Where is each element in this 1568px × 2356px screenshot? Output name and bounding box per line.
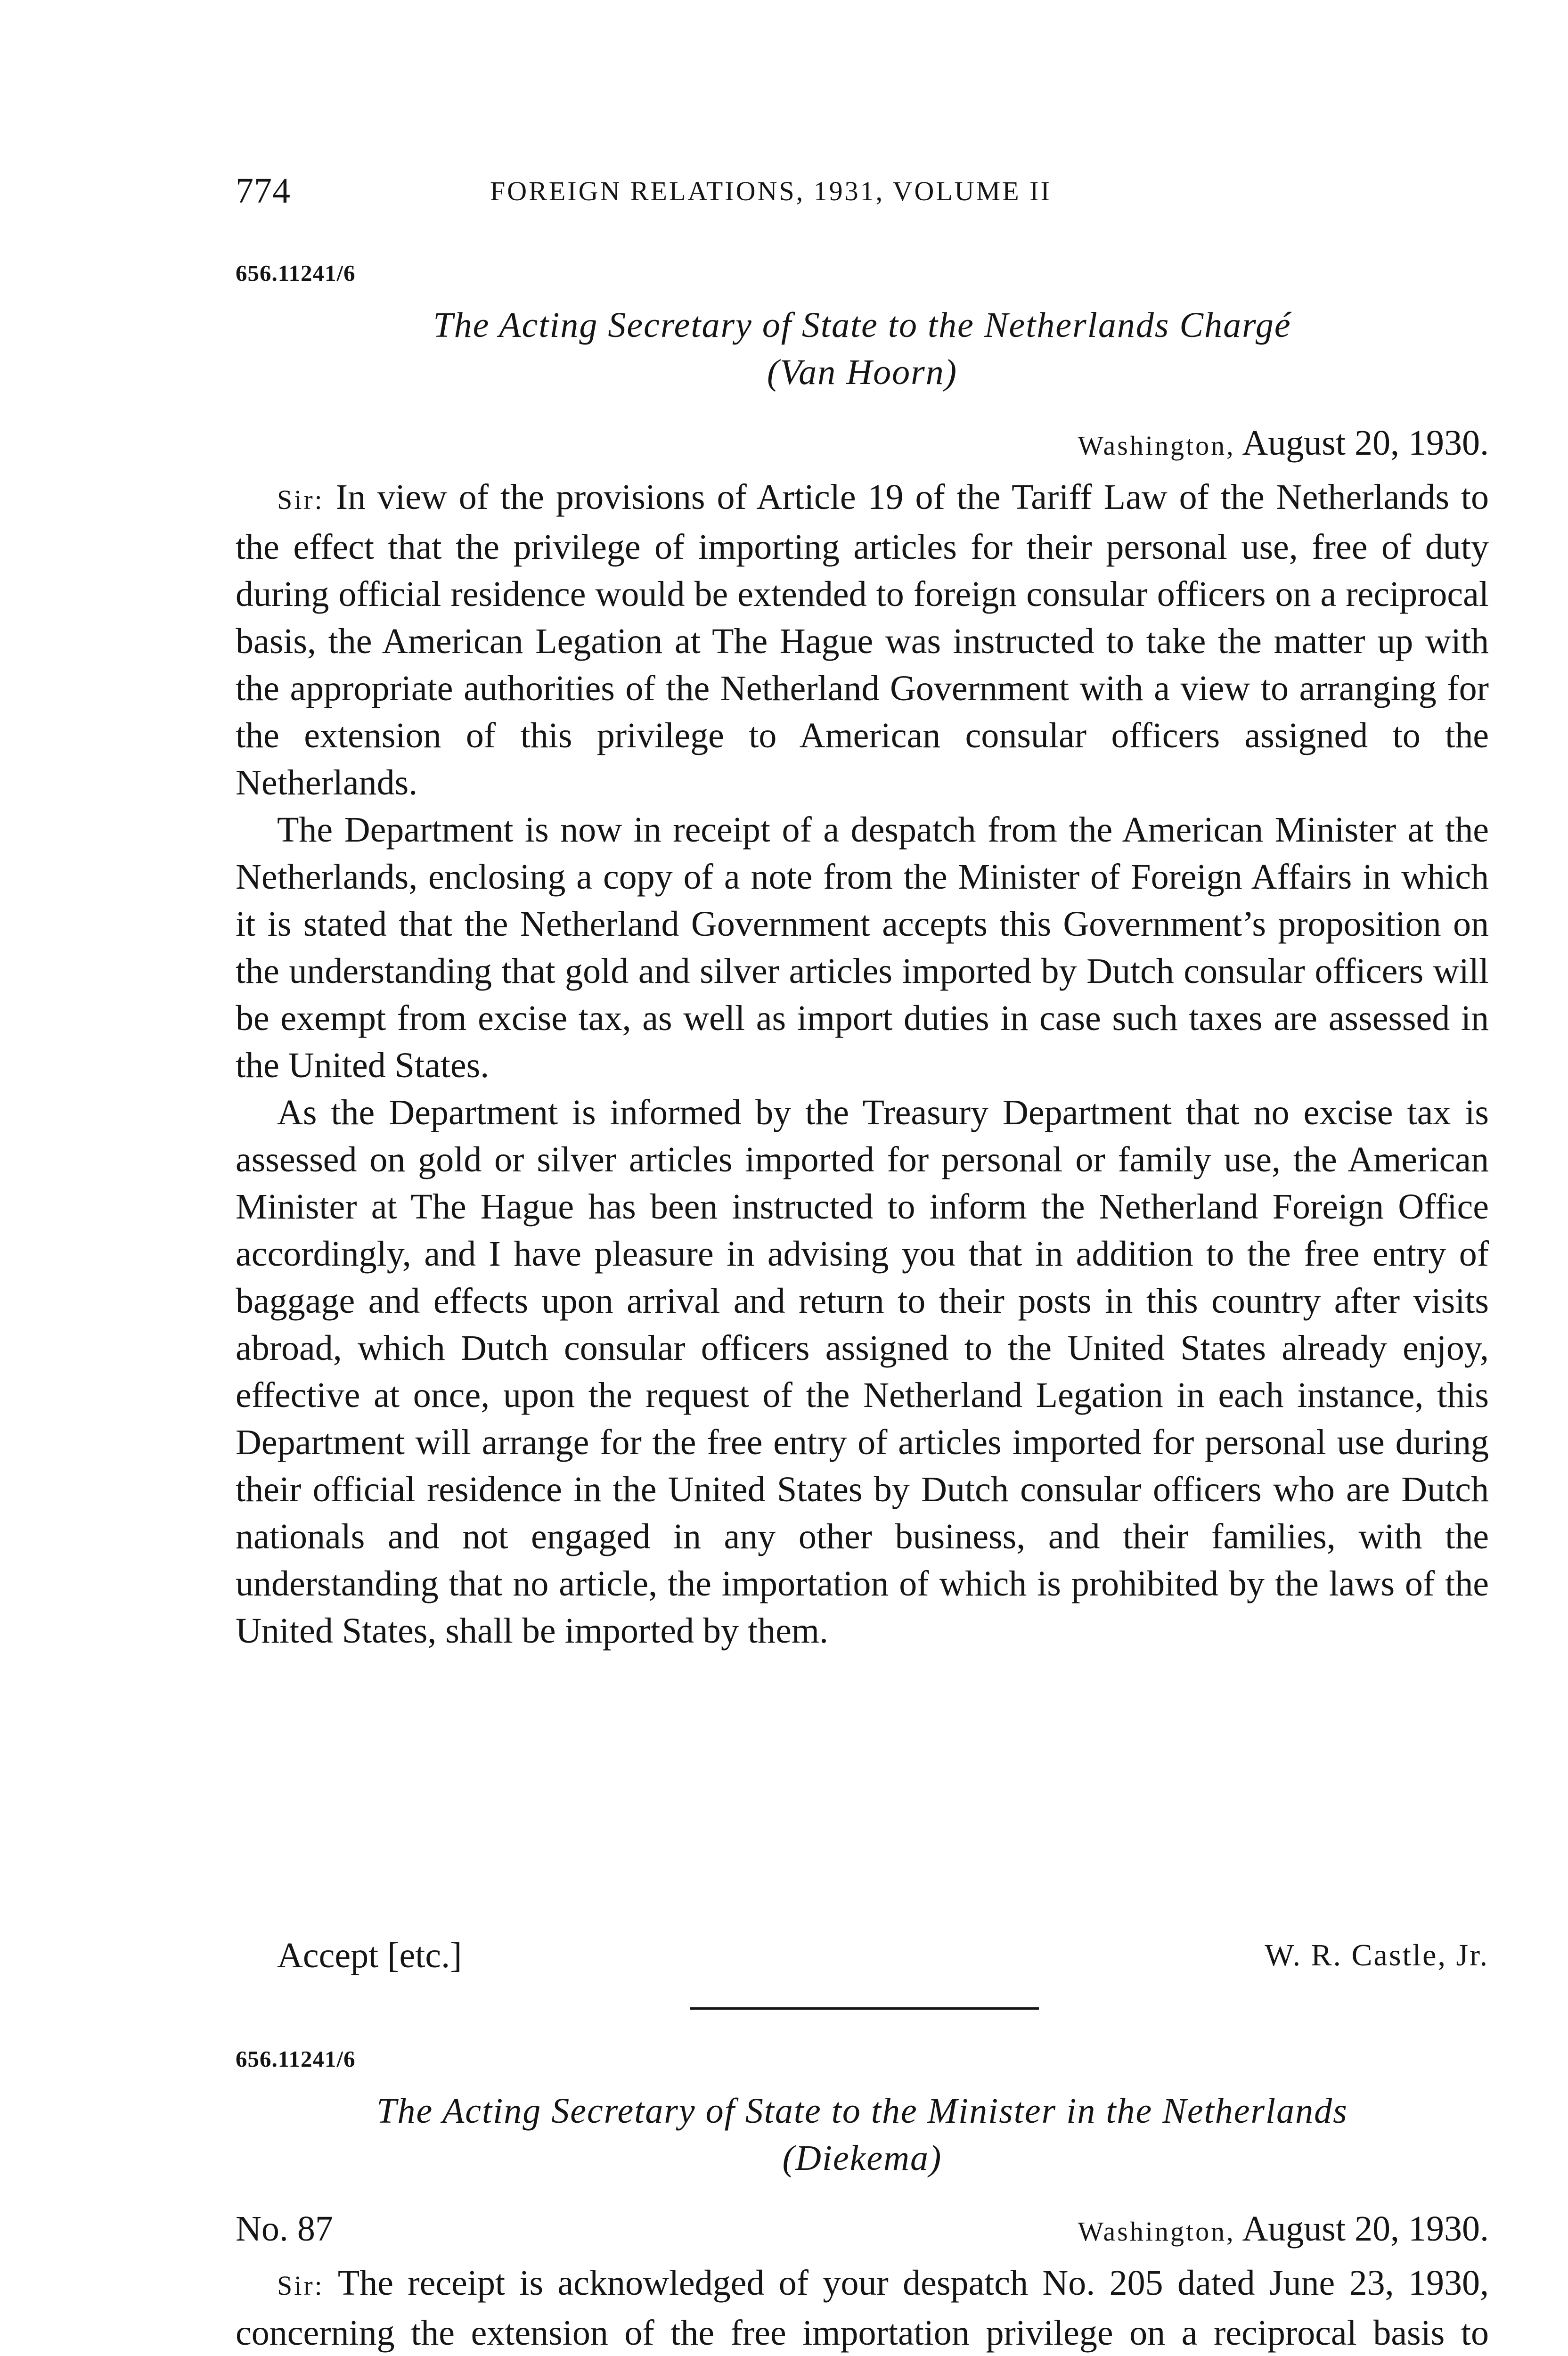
- doc2-dateline-place: Washington,: [1078, 2216, 1235, 2247]
- doc1-heading-line1: The Acting Secretary of State to the Netherlands Chargé: [433, 305, 1291, 345]
- doc2-heading-line1: The Acting Secretary of State to the Minister in the Netherlands: [376, 2091, 1348, 2131]
- doc1-paragraph-3: As the Department is informed by the Treasury Department that no excise tax is assessed on gold or silver articles imported for personal or family use, the American Minister at The Hague has been instructed to inform the Netherland Foreign Office accordingly, and I have pleasure in advising you that in addition to the free entry of baggage and effects upon arrival and return to their posts in this country after visits abroad, which Dutch consular officers assigned to the United States already enjoy, effective at once, upon the request of the Netherland Legation in each instance, this Department will arrange for the free entry of articles imported for personal use during their official residence in the United States by Dutch consular officers who are Dutch nationals and not engaged in any other business, and their families, with the understanding that no article, the importation of which is prohibited by the laws of the United States, shall be imported by them.: [236, 1093, 1489, 1651]
- doc2-heading-line2: (Diekema): [782, 2138, 942, 2178]
- running-head: FOREIGN RELATIONS, 1931, VOLUME II: [490, 176, 1052, 206]
- doc2-dateline-date: August 20, 1930.: [1242, 2209, 1489, 2249]
- doc2-number: No. 87: [236, 2209, 333, 2249]
- doc2-paragraph-1: [236, 2259, 1489, 2356]
- doc1-signature: W. R. Castle, Jr.: [1265, 1938, 1489, 1972]
- doc2-file-number: 656.11241/6: [236, 2046, 356, 2072]
- doc1-paragraph-2: The Department is now in receipt of a despatch from the American Minister at the Netherlands, enclosing a copy of a note from the Minister of Foreign Affairs in which it is stated that the Netherland Government accepts this Government’s proposition on the understanding that gold and silver articles imported by Dutch consular officers will be exempt from excise tax, as well as import duties in case such taxes are assessed in the United States.: [236, 810, 1489, 1085]
- doc1-dateline-place: Washington,: [1078, 430, 1235, 461]
- page-number: 774: [236, 171, 291, 211]
- doc1-file-number: 656.11241/6: [236, 260, 356, 286]
- doc1-body: [236, 474, 1489, 1654]
- doc1-dateline-date: August 20, 1930.: [1242, 423, 1489, 463]
- doc1-heading: [236, 302, 1489, 396]
- page-header: [236, 170, 1489, 212]
- doc1-heading-line2: (Van Hoorn): [767, 352, 958, 392]
- doc1-closing: Accept [etc.]: [277, 1936, 462, 1975]
- section-divider: [690, 2007, 1039, 2010]
- doc2-heading: [236, 2087, 1489, 2182]
- doc1-paragraph-1-text: In view of the provisions of Article 19 of the Tariff Law of the Netherlands to the effect that the privilege of importing articles for their personal use, free of duty during official residence would be extended to foreign consular officers on a reciprocal basis, the American Legation at The Hague was instructed to take the matter up with the appropriate authorities of the Netherland Government with a view to arranging for the extension of this privilege to American consular officers assigned to the Netherlands.: [236, 477, 1489, 802]
- doc1-dateline: [236, 419, 1489, 469]
- doc1-salutation: Sir:: [277, 484, 324, 515]
- doc2-dateline: [236, 2205, 1489, 2255]
- doc2-paragraph-1-text: The receipt is acknowledged of your despatch No. 205 dated June 23, 1930, concerning the extension of the free importation privilege on a reciprocal basis to: [236, 2263, 1489, 2353]
- doc2-salutation: Sir:: [277, 2270, 324, 2301]
- doc2-body: [236, 2259, 1489, 2356]
- doc1-paragraph-1: [236, 474, 1489, 806]
